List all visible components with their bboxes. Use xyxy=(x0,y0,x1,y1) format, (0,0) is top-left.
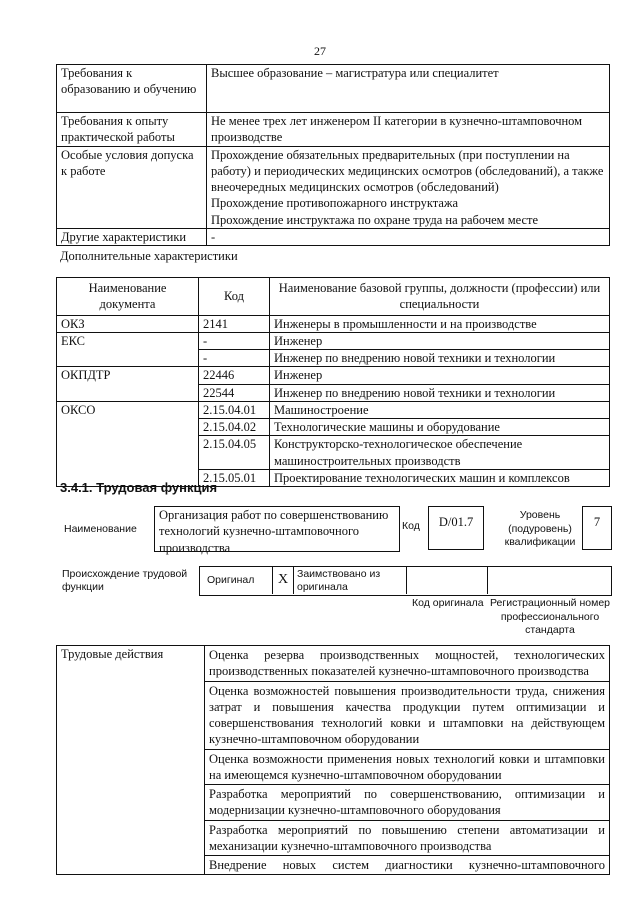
table-row xyxy=(57,401,610,418)
table-row xyxy=(57,113,610,147)
original-label: Оригинал xyxy=(207,574,255,586)
code-cell: - xyxy=(199,350,270,367)
name-cell: Машиностроение xyxy=(270,401,610,418)
additional-table xyxy=(56,277,610,487)
origin-label: Происхождение трудовой функции xyxy=(62,568,188,594)
labor-action: Разработка мероприятий по повышению степени автоматизации и механизации кузнечно-штамповочного производства xyxy=(205,820,610,856)
page-number: 27 xyxy=(314,44,326,58)
code-cell: 2.15.04.05 xyxy=(199,436,270,470)
name-cell: Проектирование технологических машин и комплексов xyxy=(270,469,610,486)
requirement-value: Высшее образование – магистратура или специалитет xyxy=(207,65,610,113)
code-original-label: Код оригинала xyxy=(412,597,484,609)
table-row xyxy=(57,65,610,113)
requirement-value xyxy=(207,146,610,228)
name-label: Наименование xyxy=(64,523,137,535)
table-row xyxy=(57,367,610,384)
requirement-label: Требования к опыту практической работы xyxy=(57,113,207,147)
requirement-line: Прохождение инструктажа по охране труда на рабочем месте xyxy=(211,212,539,227)
additional-title: Дополнительные характеристики xyxy=(60,249,238,263)
requirement-value: - xyxy=(207,228,610,245)
function-code: D/01.7 xyxy=(428,506,484,550)
function-name: Организация работ по совершенствованию технологий кузнечно-штамповочного производства xyxy=(154,506,400,552)
doc-cell: ЕКС xyxy=(57,332,199,367)
code-cell: - xyxy=(199,332,270,349)
name-cell: Инженеры в промышленности и на производстве xyxy=(270,315,610,332)
name-cell: Инженер xyxy=(270,367,610,384)
requirement-line: Прохождение обязательных предварительных (при поступлении на работу) и периодических медицинских осмотров (обследований), а также внеочередных медицинских осмотров (обследований) xyxy=(211,147,604,194)
section-title: 3.4.1. Трудовая функция xyxy=(60,480,218,495)
table-header-row xyxy=(57,278,610,316)
doc-cell: ОКЗ xyxy=(57,315,199,332)
code-cell: 22544 xyxy=(199,384,270,401)
table-row xyxy=(57,315,610,332)
table-row xyxy=(57,332,610,349)
name-cell: Инженер по внедрению новой техники и технологии xyxy=(270,350,610,367)
borrowed-label: Заимствовано из оригинала xyxy=(297,568,381,593)
name-cell: Инженер xyxy=(270,332,610,349)
table-row xyxy=(57,146,610,228)
column-header: Наименование документа xyxy=(57,278,199,316)
code-cell: 2.15.04.01 xyxy=(199,401,270,418)
requirement-label: Другие характеристики xyxy=(57,228,207,245)
name-cell: Технологические машины и оборудование xyxy=(270,419,610,436)
requirement-label: Требования к образованию и обучению xyxy=(57,65,207,113)
labor-actions-label: Трудовые действия xyxy=(57,646,205,875)
labor-action: Оценка резерва производственных мощностей, технологических производственных показателей кузнечно-штамповочного производства xyxy=(205,646,610,682)
code-original-box xyxy=(406,567,488,594)
code-label: Код xyxy=(402,520,420,532)
original-mark: X xyxy=(272,567,294,594)
table-row xyxy=(57,228,610,245)
function-level: 7 xyxy=(582,506,612,550)
code-cell: 2.15.05.01 xyxy=(199,469,270,486)
name-cell: Конструкторско-технологическое обеспечение машиностроительных производств xyxy=(270,436,610,470)
requirements-table xyxy=(56,64,610,246)
code-cell: 2141 xyxy=(199,315,270,332)
doc-cell: ОКПДТР xyxy=(57,367,199,402)
requirement-value: Не менее трех лет инженером II категории в кузнечно-штамповочном производстве xyxy=(207,113,610,147)
code-cell: 22446 xyxy=(199,367,270,384)
level-label: Уровень (подуровень) квалификации xyxy=(504,509,576,549)
name-cell: Инженер по внедрению новой техники и технологии xyxy=(270,384,610,401)
requirement-label: Особые условия допуска к работе xyxy=(57,146,207,228)
table-row xyxy=(57,646,610,682)
labor-action: Оценка возможностей повышения производительности труда, снижения затрат и повышения качества продукции путем оптимизации и совершенствования технологий ковки и штамповки на действующем кузнечно-штамповочном оборудовании xyxy=(205,681,610,749)
requirement-line: Прохождение противопожарного инструктажа xyxy=(211,196,459,211)
code-cell: 2.15.04.02 xyxy=(199,419,270,436)
labor-action: Оценка возможности применения новых технологий ковки и штамповки на имеющемся кузнечно-штамповочном оборудовании xyxy=(205,749,610,785)
labor-action: Разработка мероприятий по совершенствованию, оптимизации и модернизации кузнечно-штамповочного оборудования xyxy=(205,785,610,821)
doc-cell: ОКСО xyxy=(57,401,199,486)
column-header: Наименование базовой группы, должности (профессии) или специальности xyxy=(270,278,610,316)
column-header: Код xyxy=(199,278,270,316)
labor-action: Внедрение новых систем диагностики кузнечно-штамповочного xyxy=(205,856,610,875)
reg-number-label: Регистрационный номер профессионального стандарта xyxy=(490,597,610,637)
labor-actions-table xyxy=(56,645,610,875)
